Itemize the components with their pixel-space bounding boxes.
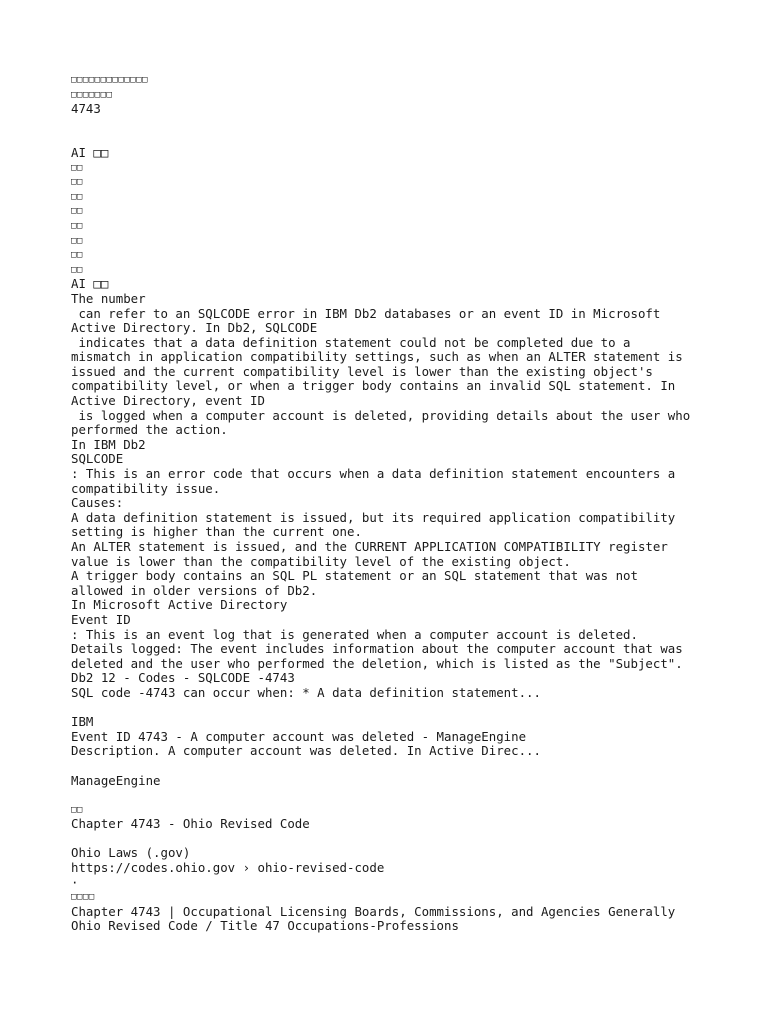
overview-line: mismatch in application compatibility settings, such as when an ALTER statement is xyxy=(71,350,683,365)
ai-overview-label: AI □□ xyxy=(71,277,109,292)
cause-line: A trigger body contains an SQL PL statement or an SQL statement that was not xyxy=(71,569,638,584)
ad-heading: In Microsoft Active Directory xyxy=(71,598,288,613)
search-result xyxy=(71,817,761,934)
tab-item-2[interactable]: □□ xyxy=(71,177,83,188)
ad-desc-line: deleted and the user who performed the deletion, which is listed as the "Subject". xyxy=(71,656,683,671)
db2-term: SQLCODE xyxy=(71,452,124,467)
tab-item-1[interactable]: □□ xyxy=(71,162,83,173)
cause-line: A data definition statement is issued, but its required application compatibility xyxy=(71,510,676,525)
result-count: 4743 xyxy=(71,102,101,117)
page-content xyxy=(71,73,761,934)
overview-line: Active Directory, event ID xyxy=(71,394,265,409)
db2-desc-line: : This is an error code that occurs when a data definition statement encounters a xyxy=(71,467,676,482)
db2-desc-line: compatibility issue. xyxy=(71,481,221,496)
overview-line: Active Directory. In Db2, SQLCODE xyxy=(71,321,318,336)
cause-line: allowed in older versions of Db2. xyxy=(71,583,318,598)
ai-mode-tab[interactable]: AI □□ xyxy=(71,145,109,160)
source-card-manageengine[interactable] xyxy=(71,730,761,788)
overview-line: can refer to an SQLCODE error in IBM Db2 databases or an event ID in Microsoft xyxy=(71,306,661,321)
source-site: IBM xyxy=(71,715,94,730)
source-snippet: SQL code -4743 can occur when: * A data definition statement... xyxy=(71,685,541,700)
tab-item-3[interactable]: □□ xyxy=(71,191,83,202)
ad-desc-line: : This is an event log that is generated when a computer account is deleted. xyxy=(71,627,638,642)
tab-item-7[interactable]: □□ xyxy=(71,250,83,261)
overview-line: performed the action. xyxy=(71,423,228,438)
source-card-ibm[interactable] xyxy=(71,671,761,729)
source-site: ManageEngine xyxy=(71,773,161,788)
header-line-2: □□□□□□□ xyxy=(71,89,113,100)
cause-line: value is lower than the compatibility level of the existing object. xyxy=(71,554,571,569)
ad-section xyxy=(71,598,761,671)
overview-line: indicates that a data definition statement could not be completed due to a xyxy=(71,335,631,350)
more-button[interactable]: □□ xyxy=(71,804,83,815)
source-snippet: Description. A computer account was deleted. In Active Direc... xyxy=(71,744,541,759)
source-title[interactable]: Db2 12 - Codes - SQLCODE -4743 xyxy=(71,671,295,686)
ai-overview xyxy=(71,292,761,438)
tab-item-8[interactable]: □□ xyxy=(71,264,83,275)
ad-term: Event ID xyxy=(71,612,131,627)
header-line-1: □□□□□□□□□□□□□ xyxy=(71,75,148,85)
overview-line: issued and the current compatibility level is lower than the existing object's xyxy=(71,364,653,379)
overview-line: The number xyxy=(71,291,146,306)
overview-line: compatibility level, or when a trigger body contains an invalid SQL statement. In xyxy=(71,379,676,394)
tab-item-6[interactable]: □□ xyxy=(71,235,83,246)
cause-line: An ALTER statement is issued, and the CURRENT APPLICATION COMPATIBILITY register xyxy=(71,540,668,554)
tab-item-5[interactable]: □□ xyxy=(71,220,83,231)
db2-heading: In IBM Db2 xyxy=(71,437,146,452)
result-breadcrumb: Ohio Revised Code / Title 47 Occupations-Professions xyxy=(71,919,459,934)
result-url[interactable]: https://codes.ohio.gov › ohio-revised-code xyxy=(71,861,385,876)
result-dot: · xyxy=(71,875,79,890)
result-title[interactable]: Chapter 4743 - Ohio Revised Code xyxy=(71,817,310,832)
ad-desc-line: Details logged: The event includes information about the computer account that was xyxy=(71,642,683,657)
cause-line: setting is higher than the current one. xyxy=(71,525,362,540)
overview-line: is logged when a computer account is deleted, providing details about the user who xyxy=(71,408,691,423)
causes-label: Causes: xyxy=(71,496,124,511)
tab-item-4[interactable]: □□ xyxy=(71,206,83,217)
db2-section xyxy=(71,438,761,599)
source-title[interactable]: Event ID 4743 - A computer account was deleted - ManageEngine xyxy=(71,729,527,744)
result-subtitle: Chapter 4743 | Occupational Licensing Boards, Commissions, and Agencies Generally xyxy=(71,904,676,919)
result-tag[interactable]: □□□□ xyxy=(71,892,95,903)
result-site-name: Ohio Laws (.gov) xyxy=(71,846,191,861)
